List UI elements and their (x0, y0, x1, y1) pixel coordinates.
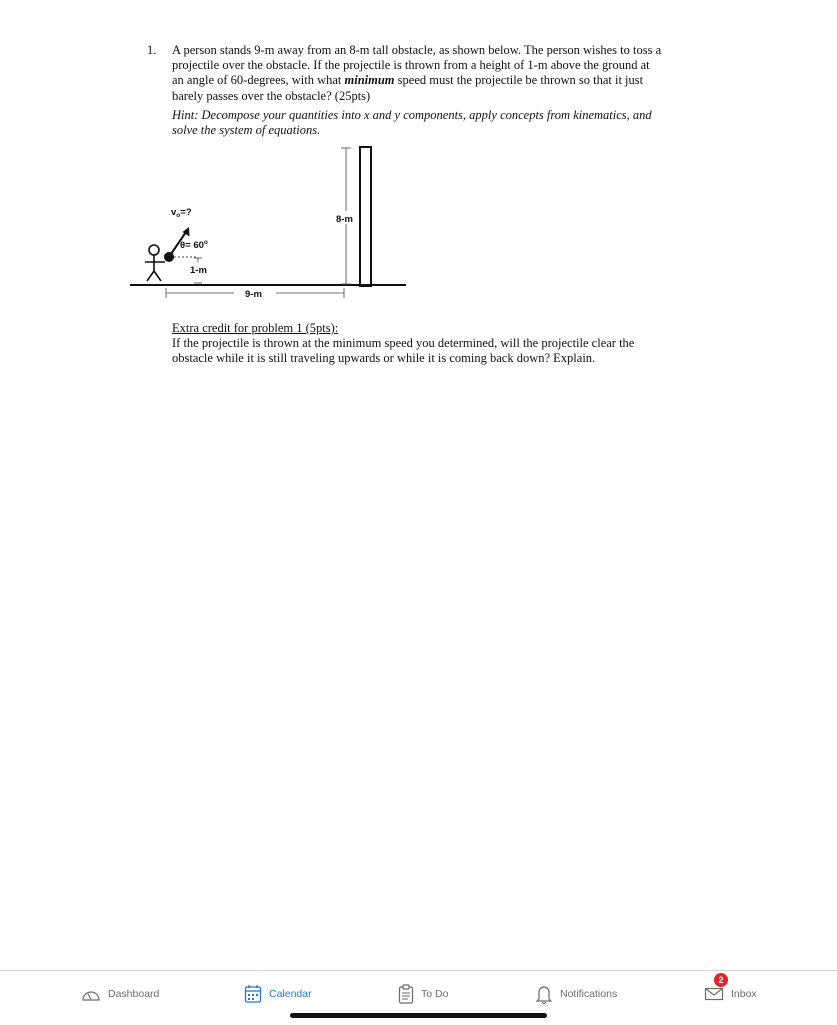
projectile-diagram (0, 0, 837, 310)
distance-label: 9-m (245, 289, 262, 300)
launch-height-label: 1-m (190, 265, 207, 276)
tab-notifications[interactable] (535, 983, 617, 1005)
home-indicator[interactable] (290, 1013, 547, 1018)
obstacle-height-label: 8-m (336, 214, 353, 225)
hint-line-2: solve the system of equations. (172, 123, 321, 138)
angle-label: $\theta= 60^o$ (180, 239, 208, 251)
question-line-2: projectile over the obstacle. If the projectile is thrown from a height of 1-m above the ground at (172, 58, 650, 73)
tab-calendar[interactable] (244, 983, 312, 1005)
extra-credit-text (172, 336, 732, 366)
extra-credit-line-1: If the projectile is thrown at the minimum speed you determined, will the projectile clear the (172, 336, 635, 350)
tab-dashboard[interactable] (81, 983, 159, 1005)
tab-calendar-label: Calendar (269, 988, 312, 1000)
velocity-label: $v_o=$? (171, 207, 192, 219)
dashboard-icon (81, 987, 101, 1002)
question-line-1: A person stands 9-m away from an 8-m tall obstacle, as shown below. The person wishes to toss a (172, 43, 662, 57)
hint-line-1: Hint: Decompose your quantities into x and y components, apply concepts from kinematics, and (172, 108, 652, 122)
extra-credit-line-2: obstacle while it is still traveling upwards or while it is coming back down? Explain. (172, 351, 596, 366)
obstacle-wall (360, 147, 371, 286)
tab-inbox[interactable] (704, 983, 757, 1005)
todo-clipboard-icon (398, 984, 414, 1004)
inbox-unread-badge: 2 (714, 973, 728, 987)
tab-todo-label: To Do (421, 988, 449, 1000)
person-figure (145, 245, 165, 281)
question-line-3-start: an angle of 60-degrees, with what (172, 73, 345, 88)
tab-inbox-label: Inbox (731, 988, 757, 1000)
tab-dashboard-label: Dashboard (108, 988, 160, 1000)
question-line-3-end: speed must the projectile be thrown so that it just (394, 73, 644, 88)
inbox-envelope-icon (704, 986, 724, 1002)
calendar-icon (244, 984, 262, 1004)
bell-icon (535, 984, 553, 1004)
question-line-4: barely passes over the obstacle? (25pts) (172, 88, 371, 103)
emphasis-minimum: minimum (344, 73, 395, 88)
tab-notifications-label: Notifications (560, 988, 618, 1000)
question-number: 1. (147, 43, 157, 57)
tab-todo[interactable] (398, 983, 448, 1005)
extra-credit-title: Extra credit for problem 1 (5pts): (172, 321, 339, 335)
